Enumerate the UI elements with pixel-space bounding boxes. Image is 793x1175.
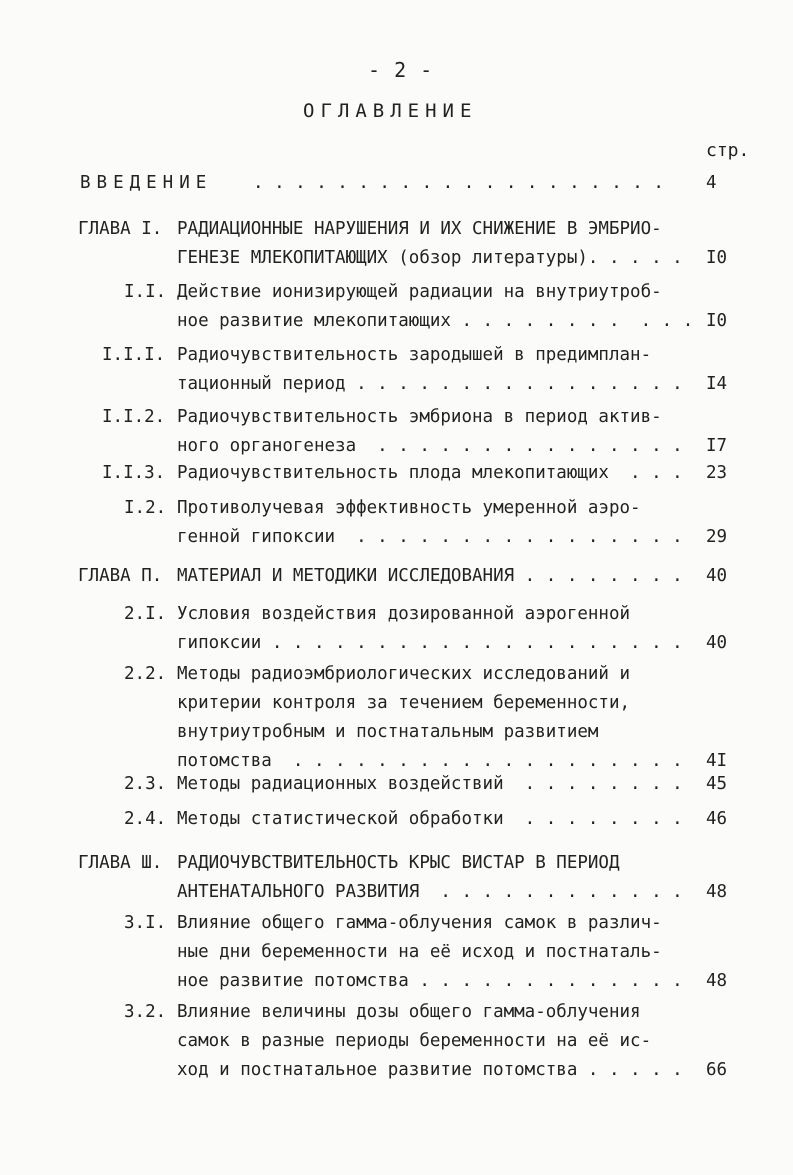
entry-text-line: Влияние величины дозы общего гамма-облучения [177,1002,641,1022]
pages-column-label: стр. [706,140,750,161]
entry-page: I0 [706,248,728,268]
entry-page: 45 [706,774,728,794]
entry-text-line: потомства . . . . . . . . . . . . . . . . . . . [177,751,683,771]
entry-number: I.I.3. [102,463,166,483]
entry-number: ГЛАВА Ш. [78,853,163,873]
entry-text-line: Противолучевая эффективность умеренной аэро- [177,498,641,518]
entry-text-line: гипоксии . . . . . . . . . . . . . . . . . . . . [177,633,683,653]
entry-text-line: ГЕНЕЗЕ МЛЕКОПИТАЮЩИХ (обзор литературы). . . . . [177,248,683,268]
entry-text-line: Методы радиоэмбриологических исследований и [177,664,631,684]
entry-page: 4I [706,751,728,771]
entry-number: 3.2. [124,1002,167,1022]
entry-page: I0 [706,311,728,331]
entry-text-line: тационный период . . . . . . . . . . . . . . . . [177,374,683,394]
entry-page: 29 [706,527,728,547]
entry-text-line: Условия воздействия дозированной аэрогенной [177,604,631,624]
entry-text-line: Радиочувствительность эмбриона в период актив- [177,407,662,427]
entry-number: ГЛАВА П. [78,566,163,586]
entry-page: 48 [706,882,728,902]
entry-text-line: Радиочувствительность плода млекопитающих . . . [177,463,683,483]
entry-number: I.2. [124,498,167,518]
entry-page: 40 [706,633,728,653]
entry-text-line: РАДИАЦИОННЫЕ НАРУШЕНИЯ И ИХ СНИЖЕНИЕ В ЭМБРИО- [177,219,662,239]
entry-page: 23 [706,463,728,483]
entry-number: 2.4. [124,809,167,829]
entry-number: I.I.I. [102,345,166,365]
entry-page: 48 [706,971,728,991]
entry-number: ГЛАВА I. [78,219,163,239]
entry-page: 40 [706,566,728,586]
entry-number: 2.2. [124,664,167,684]
entry-text-line: Действие ионизирующей радиации на внутриутроб- [177,282,662,302]
entry-text-line: Радиочувствительность зародышей в предимплан- [177,345,652,365]
entry-text-line: критерии контроля за течением беременности, [177,693,631,713]
entry-text-line: генной гипоксии . . . . . . . . . . . . . . . . [177,527,683,547]
entry-page: I4 [706,374,728,394]
page-number: - 2 - [368,58,434,82]
entry-text-line: ного органогенеза . . . . . . . . . . . . . . . [177,436,683,456]
entry-text-line: самок в разные периоды беременности на её ис- [177,1031,652,1051]
intro-label: ВВЕДЕНИЕ [80,173,213,193]
entry-text-line: Влияние общего гамма-облучения самок в различ- [177,913,662,933]
entry-text-line: ное развитие млекопитающих . . . . . . . . . . . [177,311,694,331]
entry-text-line: РАДИОЧУВСТВИТЕЛЬНОСТЬ КРЫС ВИСТАР В ПЕРИОД [177,853,620,873]
entry-page: 46 [706,809,728,829]
entry-text-line: внутриутробным и постнатальным развитием [177,722,599,742]
entry-number: I.I. [124,282,167,302]
entry-text-line: МАТЕРИАЛ И МЕТОДИКИ ИССЛЕДОВАНИЯ . . . . . . . . [177,566,683,586]
entry-page: I7 [706,436,728,456]
page-title: ОГЛАВЛЕНИЕ [303,100,478,122]
entry-text-line: ное развитие потомства . . . . . . . . . . . . . [177,971,683,991]
entry-number: 2.3. [124,774,167,794]
entry-text-line: Методы радиационных воздействий . . . . . . . . [177,774,683,794]
entry-text-line: ные дни беременности на её исход и постнаталь- [177,942,662,962]
entry-number: I.I.2. [102,407,166,427]
entry-text-line: Методы статистической обработки . . . . . . . . [177,809,683,829]
entry-text-line: АНТЕНАТАЛЬНОГО РАЗВИТИЯ . . . . . . . . . . . . [177,882,683,902]
entry-page: 66 [706,1060,728,1080]
entry-number: 3.I. [124,913,167,933]
entry-number: 2.I. [124,604,167,624]
intro-page: 4 [706,173,717,193]
entry-text-line: ход и постнатальное развитие потомства . . . . . [177,1060,683,1080]
intro-dots: . . . . . . . . . . . . . . . . . . . . [253,173,664,193]
